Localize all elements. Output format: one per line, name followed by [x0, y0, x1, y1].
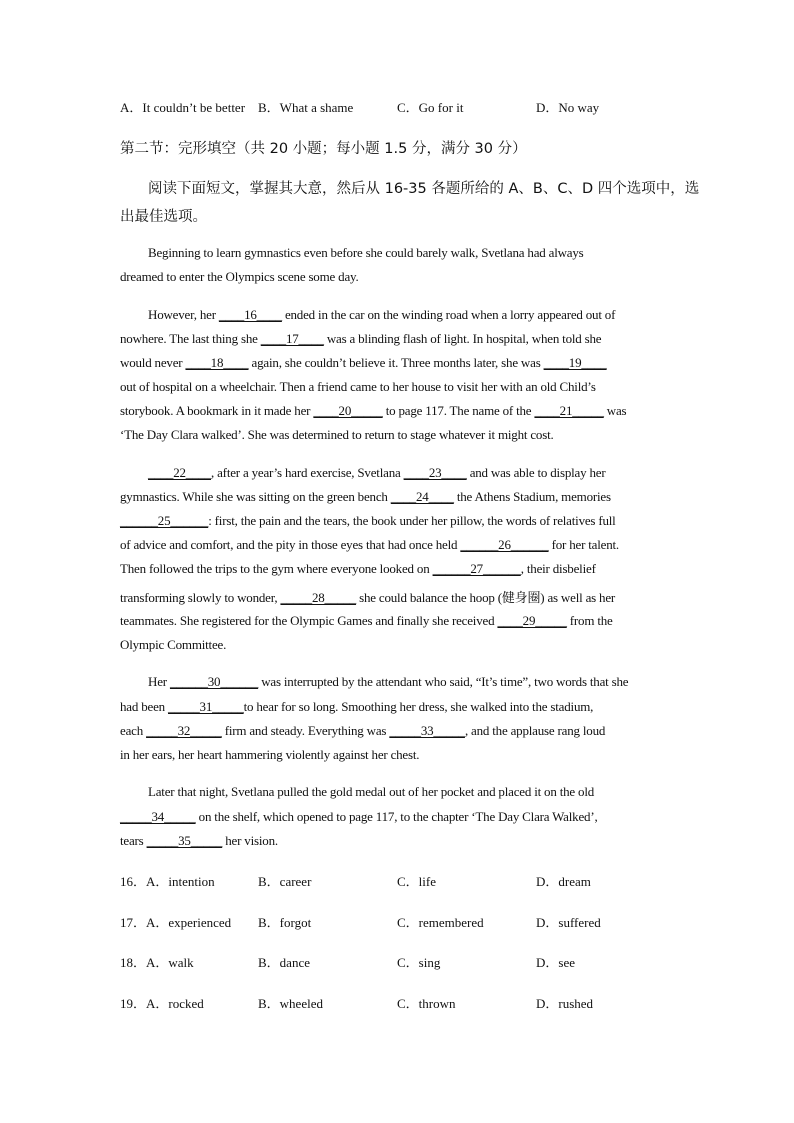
p2-line-1: However, her ____16____ ended in the car on the winding road when a lorry appeared out of — [148, 307, 616, 322]
q15-option-a: A．It couldn’t be better — [120, 100, 246, 115]
blank-16: ____16____ — [218, 307, 282, 322]
p3-line-6: transforming slowly to wonder, _____28_____ she could balance the hoop (健身圈) as well as her — [120, 590, 616, 605]
blank-19: ____19____ — [543, 355, 607, 370]
blank-25: ______25______ — [120, 513, 209, 528]
p1-line-1: Beginning to learn gymnastics even before she could barely walk, Svetlana had always — [148, 245, 584, 260]
blank-18: ____18____ — [185, 355, 249, 370]
p3-line-4: of advice and comfort, and the pity in those eyes that had once held ______26______ for her talent. — [120, 537, 619, 552]
blank-20: ____20_____ — [313, 403, 383, 418]
p1-line-2: dreamed to enter the Olympics scene some day. — [120, 269, 359, 284]
q17-option-d: D．suffered — [536, 915, 601, 930]
blank-17: ____17____ — [260, 331, 324, 346]
p2-line-6: ‘The Day Clara walked’. She was determined to return to stage whatever it might cost. — [120, 427, 554, 442]
p5-line-3: tears _____35_____ her vision. — [120, 833, 278, 848]
instruction-line-1: 阅读下面短文，掌握其大意，然后从 16-35 各题所给的 A、B、C、D 四个选项中，选 — [148, 181, 700, 197]
q19-option-a: 19．A．rocked — [120, 996, 204, 1011]
q18-option-c: C．sing — [397, 955, 441, 970]
q16-option-a: 16．A．intention — [120, 874, 215, 889]
q19-option-d: D．rushed — [536, 996, 594, 1011]
p2-line-4: out of hospital on a wheelchair. Then a friend came to her house to visit her with an old Child’s — [120, 379, 596, 394]
blank-34: _____34_____ — [120, 809, 196, 824]
q15-option-b: B．What a shame — [258, 100, 354, 115]
blank-30: ______30______ — [169, 674, 259, 689]
blank-26: ______26______ — [460, 537, 549, 552]
p3-line-1: ____22____, after a year’s hard exercise, Svetlana ____23____ and was able to display her — [148, 465, 606, 480]
instruction-line-2: 出最佳选项。 — [120, 209, 207, 225]
p5-line-1: Later that night, Svetlana pulled the gold medal out of her pocket and placed it on the old — [148, 784, 595, 799]
q18-option-d: D．see — [536, 955, 575, 970]
blank-33: _____33_____ — [389, 723, 465, 738]
blank-31: _____31_____ — [168, 699, 244, 714]
p4-line-1: Her ______30______ was interrupted by the attendant who said, “It’s time”, two words that she — [148, 674, 629, 689]
q17-option-a: 17．A．experienced — [120, 915, 232, 930]
p4-line-3: each _____32_____ firm and steady. Everything was _____33_____, and the applause rang loud — [120, 723, 606, 738]
p3-line-3: ______25______: first, the pain and the tears, the book under her pillow, the words of relatives full — [120, 513, 616, 528]
p4-line-4: in her ears, her heart hammering violently against her chest. — [120, 747, 420, 762]
blank-29: ____29_____ — [497, 613, 567, 628]
q18-option-b: B．dance — [258, 955, 310, 970]
p2-line-3: would never ____18____ again, she couldn’t believe it. Three months later, she was ____19____ — [120, 355, 607, 370]
q17-option-b: B．forgot — [258, 915, 312, 930]
q16-option-c: C．life — [397, 874, 436, 889]
p4-line-2: had been _____31_____to hear for so long. Smoothing her dress, she walked into the stadium, — [120, 699, 594, 714]
p3-line-8: Olympic Committee. — [120, 637, 227, 652]
q15-option-c: C．Go for it — [397, 100, 464, 115]
p3-line-5: Then followed the trips to the gym where everyone looked on ______27______, their disbelief — [120, 561, 596, 576]
blank-32: _____32_____ — [146, 723, 222, 738]
p3-line-2: gymnastics. While she was sitting on the green bench ____24____ the Athens Stadium, memories — [120, 489, 611, 504]
q18-option-a: 18．A．walk — [120, 955, 194, 970]
p3-line-7: teammates. She registered for the Olympic Games and finally she received ____29_____ from the — [120, 613, 613, 628]
blank-21: ____21_____ — [534, 403, 604, 418]
q19-option-b: B．wheeled — [258, 996, 323, 1011]
q17-option-c: C．remembered — [397, 915, 484, 930]
blank-35: _____35_____ — [146, 833, 223, 848]
blank-23: ____23____ — [403, 465, 467, 480]
p2-line-5: storybook. A bookmark in it made her ____20_____ to page 117. The name of the ____21_____ was — [120, 403, 627, 418]
p5-line-2: _____34_____ on the shelf, which opened to page 117, to the chapter ‘The Day Clara Walked’, — [120, 809, 598, 824]
q16-option-b: B．career — [258, 874, 312, 889]
section-heading: 第二节：完形填空（共 20 小题；每小题 1.5 分，满分 30 分） — [120, 141, 527, 157]
p2-line-2: nowhere. The last thing she ____17____ was a blinding flash of light. In hospital, when told she — [120, 331, 602, 346]
q15-option-d: D．No way — [536, 100, 600, 115]
blank-22: ____22____ — [148, 465, 212, 480]
blank-28: _____28_____ — [280, 590, 357, 605]
q19-option-c: C．thrown — [397, 996, 456, 1011]
blank-24: ____24____ — [390, 489, 454, 504]
blank-27: ______27______ — [432, 561, 521, 576]
q16-option-d: D．dream — [536, 874, 591, 889]
